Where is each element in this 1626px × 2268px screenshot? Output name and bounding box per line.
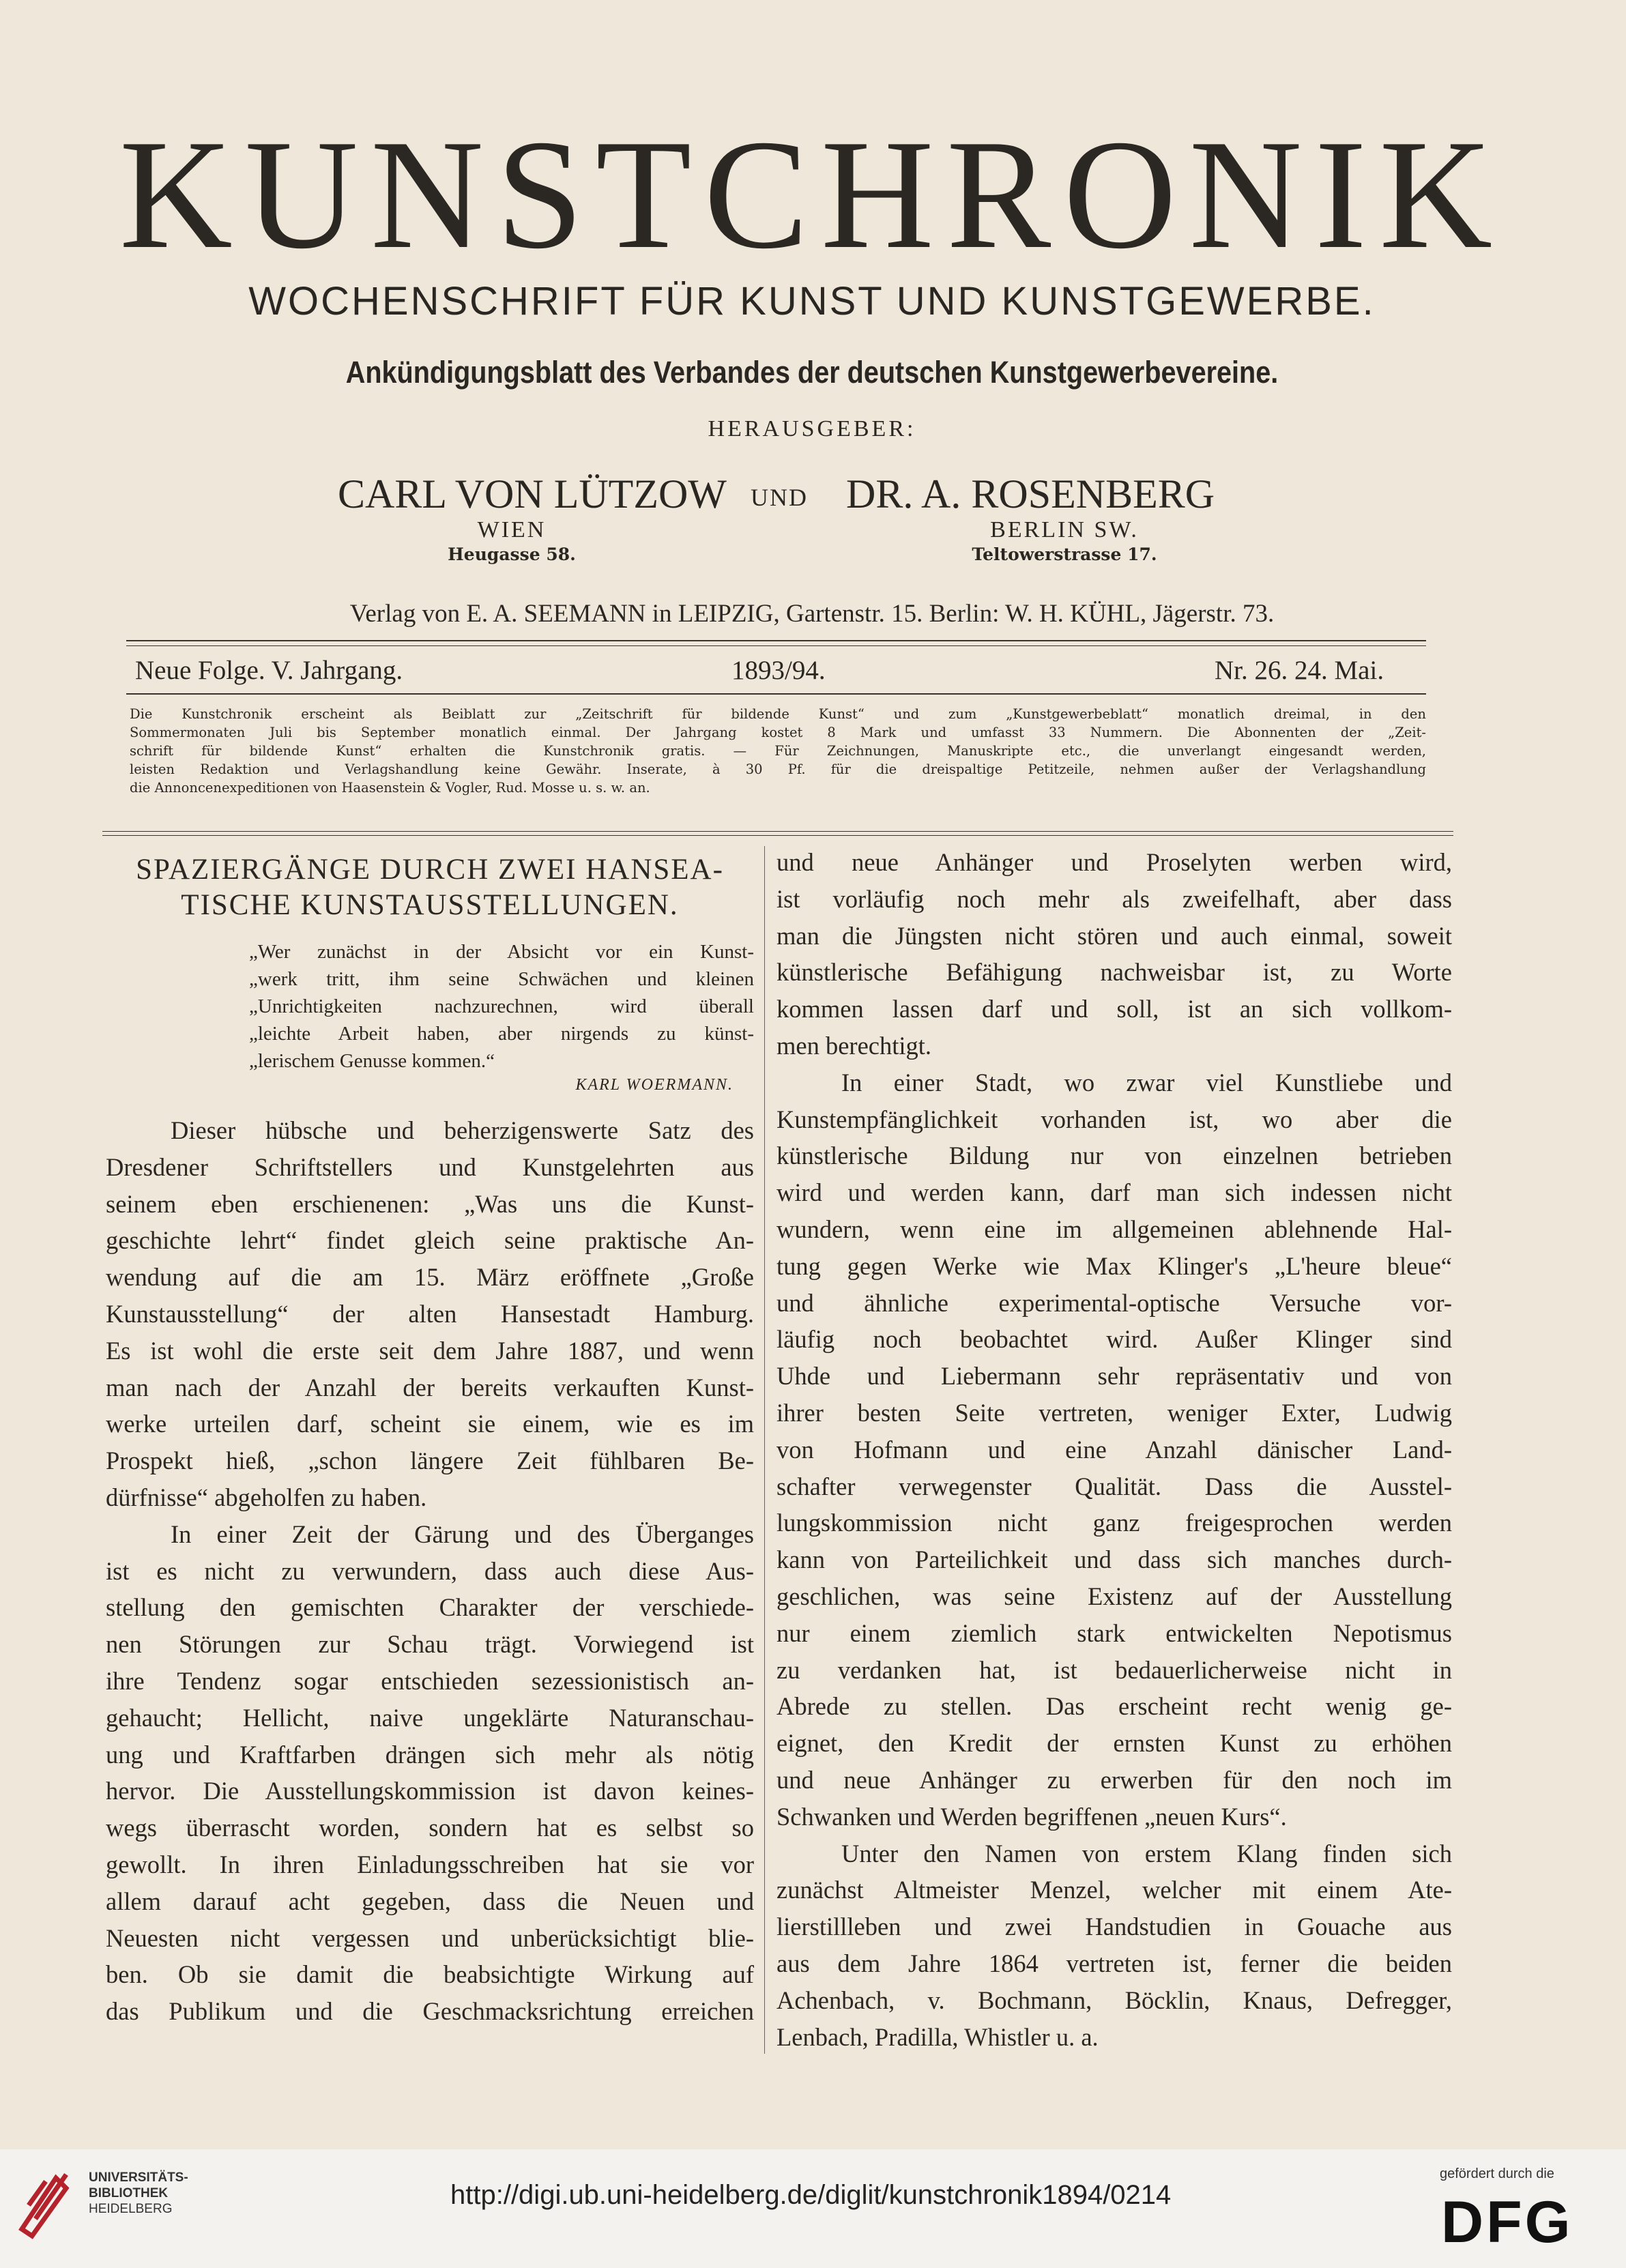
epigraph-line: „Unrichtigkeiten nachzurechnen, wird überall <box>249 995 754 1017</box>
text-line: Kunstempfänglichkeit vorhanden ist, wo aber die <box>776 1105 1452 1133</box>
university-logo-icon <box>15 2164 76 2239</box>
text-line: nur einem ziemlich stark entwickelten Nepotismus <box>776 1618 1452 1647</box>
text-line: aus dem Jahre 1864 vertreten ist, ferner die beiden <box>776 1949 1452 1977</box>
column-divider <box>764 846 765 2054</box>
editor-1-name: CARL VON LÜTZOW <box>338 471 727 517</box>
text-line: Neuesten nicht vergessen und unberücksichtigt blie- <box>106 1923 754 1952</box>
text-line: kann von Parteilichkeit und dass sich manches durch- <box>776 1545 1452 1574</box>
rule-issue-bottom <box>126 693 1426 695</box>
text-line: ist vorläufig noch mehr als zweifelhaft, aber dass <box>776 884 1452 913</box>
announcement-line: Ankündigungsblatt des Verbandes der deutschen Kunstgewerbevereine. <box>345 355 1279 390</box>
masthead-title: KUNSTCHRONIK <box>119 107 1505 281</box>
text-line: und ähnliche experimental-optische Versuche vor- <box>776 1288 1452 1317</box>
text-line: Lenbach, Pradilla, Whistler u. a. <box>776 2022 1099 2051</box>
epigraph <box>106 938 754 1075</box>
text-line: men berechtigt. <box>776 1031 932 1060</box>
text-line: Uhde und Liebermann sehr repräsentativ und von <box>776 1362 1452 1391</box>
publisher-label: HERAUSGEBER: <box>708 416 916 441</box>
editor-1-address: Heugasse 58. <box>448 544 576 564</box>
publisher-line: Verlag von E. A. SEEMANN in LEIPZIG, Gartenstr. 15. Berlin: W. H. KÜHL, Jägerstr. 73. <box>349 600 1275 628</box>
article-title-line-1: SPAZIERGÄNGE DURCH ZWEI HANSEA- <box>136 854 724 886</box>
text-line: das Publikum und die Geschmacksrichtung erreichen <box>106 1997 754 2026</box>
text-line: ist es nicht zu verwundern, dass auch diese Aus- <box>106 1556 754 1585</box>
epigraph-line: „lerischem Genusse kommen.“ <box>249 1050 495 1072</box>
library-name <box>89 2170 188 2217</box>
text-line: und neue Anhänger und Proselyten werben wird, <box>776 848 1452 876</box>
text-line: werke urteilen darf, scheint sie einem, wie es im <box>106 1410 754 1438</box>
library-name-line: UNIVERSITÄTS- <box>89 2170 188 2185</box>
notice-line: leisten Redaktion und Verlagshandlung keine Gewähr. Inserate, à 30 Pf. für die dreispaltige Petitzeile, nehmen außer der Verlagshandlung <box>130 761 1426 777</box>
issue-series: Neue Folge. V. Jahrgang. <box>135 656 403 685</box>
text-line: ihrer besten Seite vertreten, weniger Exter, Ludwig <box>776 1398 1452 1427</box>
text-line: Schwanken und Werden begriffenen „neuen Kurs“. <box>776 1802 1287 1831</box>
source-url-link[interactable]: http://digi.ub.uni-heidelberg.de/diglit/kunstchronik1894/0214 <box>450 2180 1172 2210</box>
editor-2-city: BERLIN SW. <box>990 517 1139 542</box>
text-line: stellung den gemischten Charakter der verschiede- <box>106 1593 754 1622</box>
text-line: geschlichen, was seine Existenz auf der Ausstellung <box>776 1582 1452 1610</box>
digitization-footer <box>0 2149 1626 2268</box>
text-line: allem darauf acht gegeben, dass die Neuen und <box>106 1887 754 1915</box>
left-column-text <box>106 1112 754 2030</box>
text-line: wendung auf die am 15. März eröffnete „Große <box>106 1263 754 1292</box>
and-word: UND <box>751 484 808 511</box>
rule-notice-bottom-2 <box>102 835 1453 836</box>
article-title <box>106 852 754 923</box>
text-line: In einer Zeit der Gärung und des Überganges <box>171 1520 754 1548</box>
text-line: Abrede zu stellen. Das erscheint recht wenig ge- <box>776 1692 1452 1721</box>
text-line: dürfnisse“ abgeholfen zu haben. <box>106 1483 427 1511</box>
subscription-notice <box>130 705 1426 797</box>
rule-top-1 <box>126 640 1426 641</box>
text-line: seinem eben erschienenen: „Was uns die Kunst- <box>106 1189 754 1218</box>
text-line: kommen lassen darf und soll, ist an sich vollkom- <box>776 995 1452 1023</box>
issue-line <box>130 655 1419 689</box>
text-line: nen Störungen zur Schau trägt. Vorwiegend ist <box>106 1630 754 1659</box>
text-line: ben. Ob sie damit die beabsichtigte Wirkung auf <box>106 1960 754 1989</box>
text-line: künstlerische Befähigung nachweisbar ist, zu Worte <box>776 958 1452 987</box>
funded-by-label: gefördert durch die <box>1440 2166 1554 2181</box>
text-line: Achenbach, v. Bochmann, Böcklin, Knaus, Defregger, <box>776 1986 1452 2014</box>
issue-year: 1893/94. <box>731 656 826 685</box>
article-title-line-2: TISCHE KUNSTAUSSTELLUNGEN. <box>181 889 679 921</box>
text-line: zu verdanken hat, ist bedauerlicherweise nicht in <box>776 1655 1452 1684</box>
text-line: Kunstausstellung“ der alten Hansestadt Hamburg. <box>106 1299 754 1328</box>
notice-line: die Annoncenexpeditionen von Haasenstein & Vogler, Rud. Mosse u. s. w. an. <box>130 780 650 796</box>
text-line: ihre Tendenz sogar entschieden sezessionistisch an- <box>106 1666 754 1695</box>
issue-number: Nr. 26. 24. Mai. <box>1215 656 1384 685</box>
editor-2-name: DR. A. ROSENBERG <box>846 471 1215 517</box>
notice-line: Sommermonaten Juli bis September monatlich einmal. Der Jahrgang kostet 8 Mark und umfasst 33 Nummern. Die Abonnenten der „Zeit- <box>130 725 1426 740</box>
left-column <box>106 844 754 2030</box>
text-line: hervor. Die Ausstellungskommission ist davon keines- <box>106 1777 754 1805</box>
text-line: gewollt. In ihren Einladungsschreiben hat sie vor <box>106 1850 754 1878</box>
text-line: zunächst Altmeister Menzel, welcher mit einem Ate- <box>776 1876 1452 1904</box>
notice-line: schrift für bildende Kunst“ erhalten die Kunstchronik gratis. — Für Zeichnungen, Manuskripte etc., die unverlangt eingesandt werden, <box>130 743 1426 759</box>
rule-top-2 <box>126 645 1426 646</box>
epigraph-author: KARL WOERMANN. <box>575 1076 734 1094</box>
text-line: wegs überrascht worden, sondern hat es selbst so <box>106 1814 754 1842</box>
text-line: geschichte lehrt“ findet gleich seine praktische An- <box>106 1226 754 1255</box>
text-line: man nach der Anzahl der bereits verkauften Kunst- <box>106 1373 754 1401</box>
dfg-logo: DFG <box>1441 2190 1573 2255</box>
library-name-line: HEIDELBERG <box>89 2202 173 2216</box>
text-line: Prospekt hieß, „schon längere Zeit fühlbaren Be- <box>106 1446 754 1475</box>
text-line: lierstillleben und zwei Handstudien in Gouache aus <box>776 1913 1452 1941</box>
masthead-subtitle: WOCHENSCHRIFT FÜR KUNST UND KUNSTGEWERBE. <box>248 279 1376 323</box>
text-line: wundern, wenn eine im allgemeinen ablehnende Hal- <box>776 1215 1452 1243</box>
right-column-text <box>776 844 1452 2055</box>
text-line: läufig noch beobachtet wird. Außer Klinger sind <box>776 1325 1452 1354</box>
editor-2-address: Teltowerstrasse 17. <box>972 544 1157 564</box>
notice-line: Die Kunstchronik erscheint als Beiblatt zur „Zeitschrift für bildende Kunst“ und zum „Kunstgewerbeblatt“ monatlich dreimal, in den <box>130 706 1426 722</box>
rule-notice-bottom-1 <box>102 831 1453 832</box>
text-line: schafter verwegenster Qualität. Dass die Ausstel- <box>776 1472 1452 1500</box>
text-line: und neue Anhänger zu erwerben für den noch im <box>776 1765 1452 1794</box>
library-name-line: BIBLIOTHEK <box>89 2186 169 2200</box>
text-line: Dieser hübsche und beherzigenswerte Satz des <box>171 1116 754 1144</box>
text-line: tung gegen Werke wie Max Klinger's „L'heure bleue“ <box>776 1251 1452 1280</box>
epigraph-line: „leichte Arbeit haben, aber nirgends zu künst- <box>249 1023 754 1045</box>
text-line: eignet, den Kredit der ernsten Kunst zu erhöhen <box>776 1729 1452 1758</box>
right-column <box>776 844 1452 2055</box>
text-line: lungskommission nicht ganz freigesprochen werden <box>776 1509 1452 1537</box>
epigraph-line: „werk tritt, ihm seine Schwächen und kleinen <box>249 968 754 990</box>
text-line: künstlerische Bildung nur von einzelnen betrieben <box>776 1142 1452 1170</box>
text-line: In einer Stadt, wo zwar viel Kunstliebe und <box>841 1068 1452 1096</box>
text-line: gehaucht; Hellicht, naive ungeklärte Naturanschau- <box>106 1703 754 1732</box>
editor-1-city: WIEN <box>477 517 547 542</box>
text-line: ung und Kraftfarben drängen sich mehr als nötig <box>106 1740 754 1769</box>
editors-block <box>0 471 1626 566</box>
epigraph-line: „Wer zunächst in der Absicht vor ein Kunst- <box>249 941 754 963</box>
text-line: Dresdener Schriftstellers und Kunstgelehrten aus <box>106 1152 754 1181</box>
text-line: von Hofmann und eine Anzahl dänischer Land- <box>776 1435 1452 1464</box>
text-line: Es ist wohl die erste seit dem Jahre 1887, und wenn <box>106 1336 754 1365</box>
text-line: wird und werden kann, darf man sich indessen nicht <box>776 1178 1452 1207</box>
text-line: man die Jüngsten nicht stören und auch einmal, soweit <box>776 921 1452 950</box>
text-line: Unter den Namen von erstem Klang finden sich <box>841 1839 1452 1867</box>
